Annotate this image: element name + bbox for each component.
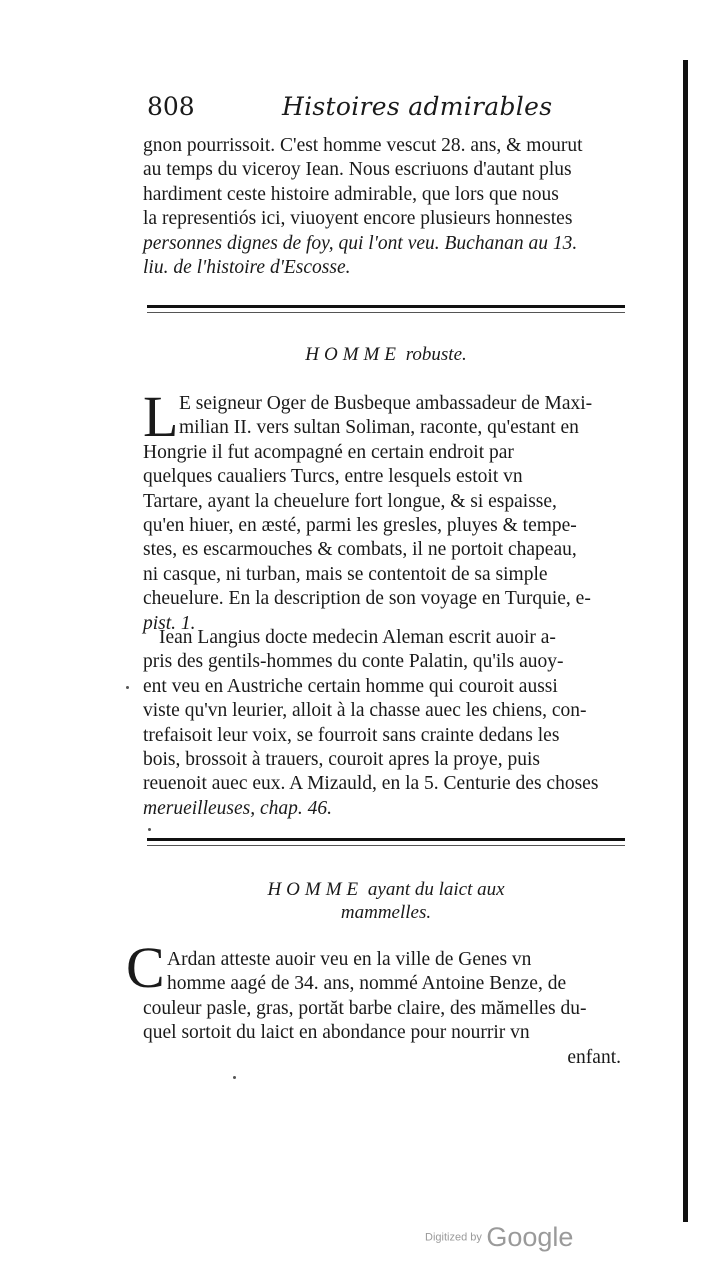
- text-line: ent veu en Austriche certain homme qui couroit aussi: [143, 675, 558, 697]
- heading-rest: ayant du laict aux: [367, 879, 505, 900]
- print-speck: [148, 828, 151, 831]
- running-title: Histoires admirables: [282, 92, 553, 121]
- text-line: Hongrie il fut acompagné en certain endroit par: [143, 441, 514, 463]
- text-line: homme aagé de 34. ans, nommé Antoine Benze, de: [167, 973, 567, 995]
- text-line: la representiós ici, viuoyent encore plusieurs honnestes: [143, 208, 573, 230]
- section-divider: [147, 305, 625, 308]
- section-divider-thin: [147, 845, 625, 846]
- page-edge: [683, 60, 688, 1222]
- text-line: stes, es escarmouches & combats, il ne portoit chapeau,: [143, 539, 577, 561]
- text-line: hardiment ceste histoire admirable, que lors que nous: [143, 183, 559, 205]
- text-line: milian II. vers sultan Soliman, raconte, qu'estant en: [179, 417, 579, 439]
- text-line: au temps du viceroy Iean. Nous escriuons d'autant plus: [143, 159, 572, 181]
- text-line: quel sortoit du laict en abondance pour nourrir vn: [143, 1022, 530, 1044]
- heading-caps: HOMME: [305, 344, 401, 365]
- text-line: E seigneur Oger de Busbeque ambassadeur de Maxi-: [179, 393, 593, 414]
- text-line: qu'en hiuer, en æsté, parmi les gresles, pluyes & tempe-: [143, 515, 577, 537]
- section-divider-thin: [147, 312, 625, 313]
- text-line: Iean Langius docte medecin Aleman escrit auoir a-: [159, 627, 556, 648]
- text-line: quelques caualiers Turcs, entre lesquels estoit vn: [143, 466, 523, 488]
- text-line: merueilleuses, chap. 46.: [143, 797, 333, 819]
- robuste-paragraph-1: [143, 384, 643, 636]
- google-logo: Google: [486, 1222, 574, 1252]
- text-line: Tartare, ayant la cheuelure fort longue, & si espaisse,: [143, 490, 557, 512]
- text-line: personnes dignes de foy, qui l'ont veu. Buchanan au 13.: [143, 232, 578, 254]
- text-line: liu. de l'histoire d'Escosse.: [143, 257, 351, 279]
- text-line: viste qu'vn leurier, alloit à la chasse auec les chiens, con-: [143, 700, 587, 722]
- drop-cap: L: [143, 384, 179, 449]
- top-paragraph: [143, 134, 643, 280]
- page-header: [147, 92, 627, 132]
- text-line: pris des gentils-hommes du conte Palatin, qu'ils auoy-: [143, 651, 564, 673]
- text-line: cheuelure. En la description de son voyage en Turquie, e-: [143, 588, 591, 610]
- text-line: enfant.: [567, 1046, 621, 1068]
- laict-paragraph: [143, 948, 643, 1070]
- text-line: Ardan atteste auoir veu en la ville de Genes vn: [167, 949, 532, 970]
- digitized-by-google-watermark: [425, 1222, 573, 1253]
- text-line: pist. 1.: [143, 612, 196, 634]
- section-heading-laict: [147, 878, 625, 901]
- section-heading-laict-line2: mammelles.: [340, 902, 432, 923]
- text-line: bois, brossoit à trauers, couroit apres la proye, puis: [143, 749, 540, 771]
- text-line: gnon pourrissoit. C'est homme vescut 28. ans, & mourut: [143, 135, 583, 156]
- text-line: reuenoit auec eux. A Mizauld, en la 5. Centurie des choses: [143, 773, 599, 795]
- digitized-label: Digitized by: [425, 1231, 482, 1244]
- robuste-paragraph-2: [143, 626, 643, 821]
- print-speck: [233, 1076, 236, 1079]
- section-divider: [147, 838, 625, 841]
- heading-rest: robuste.: [405, 344, 467, 365]
- drop-cap: C: [126, 935, 165, 1000]
- text-line: couleur pasle, gras, portăt barbe claire, des mămelles du-: [143, 997, 587, 1019]
- text-line: ni casque, ni turban, mais se contentoit de sa simple: [143, 563, 548, 585]
- heading-caps: HOMME: [267, 879, 364, 900]
- page-number: 808: [147, 92, 195, 121]
- print-speck: [126, 686, 129, 689]
- text-line: trefaisoit leur voix, se fourroit sans crainte dedans les: [143, 724, 560, 746]
- section-heading-robuste: [147, 343, 625, 366]
